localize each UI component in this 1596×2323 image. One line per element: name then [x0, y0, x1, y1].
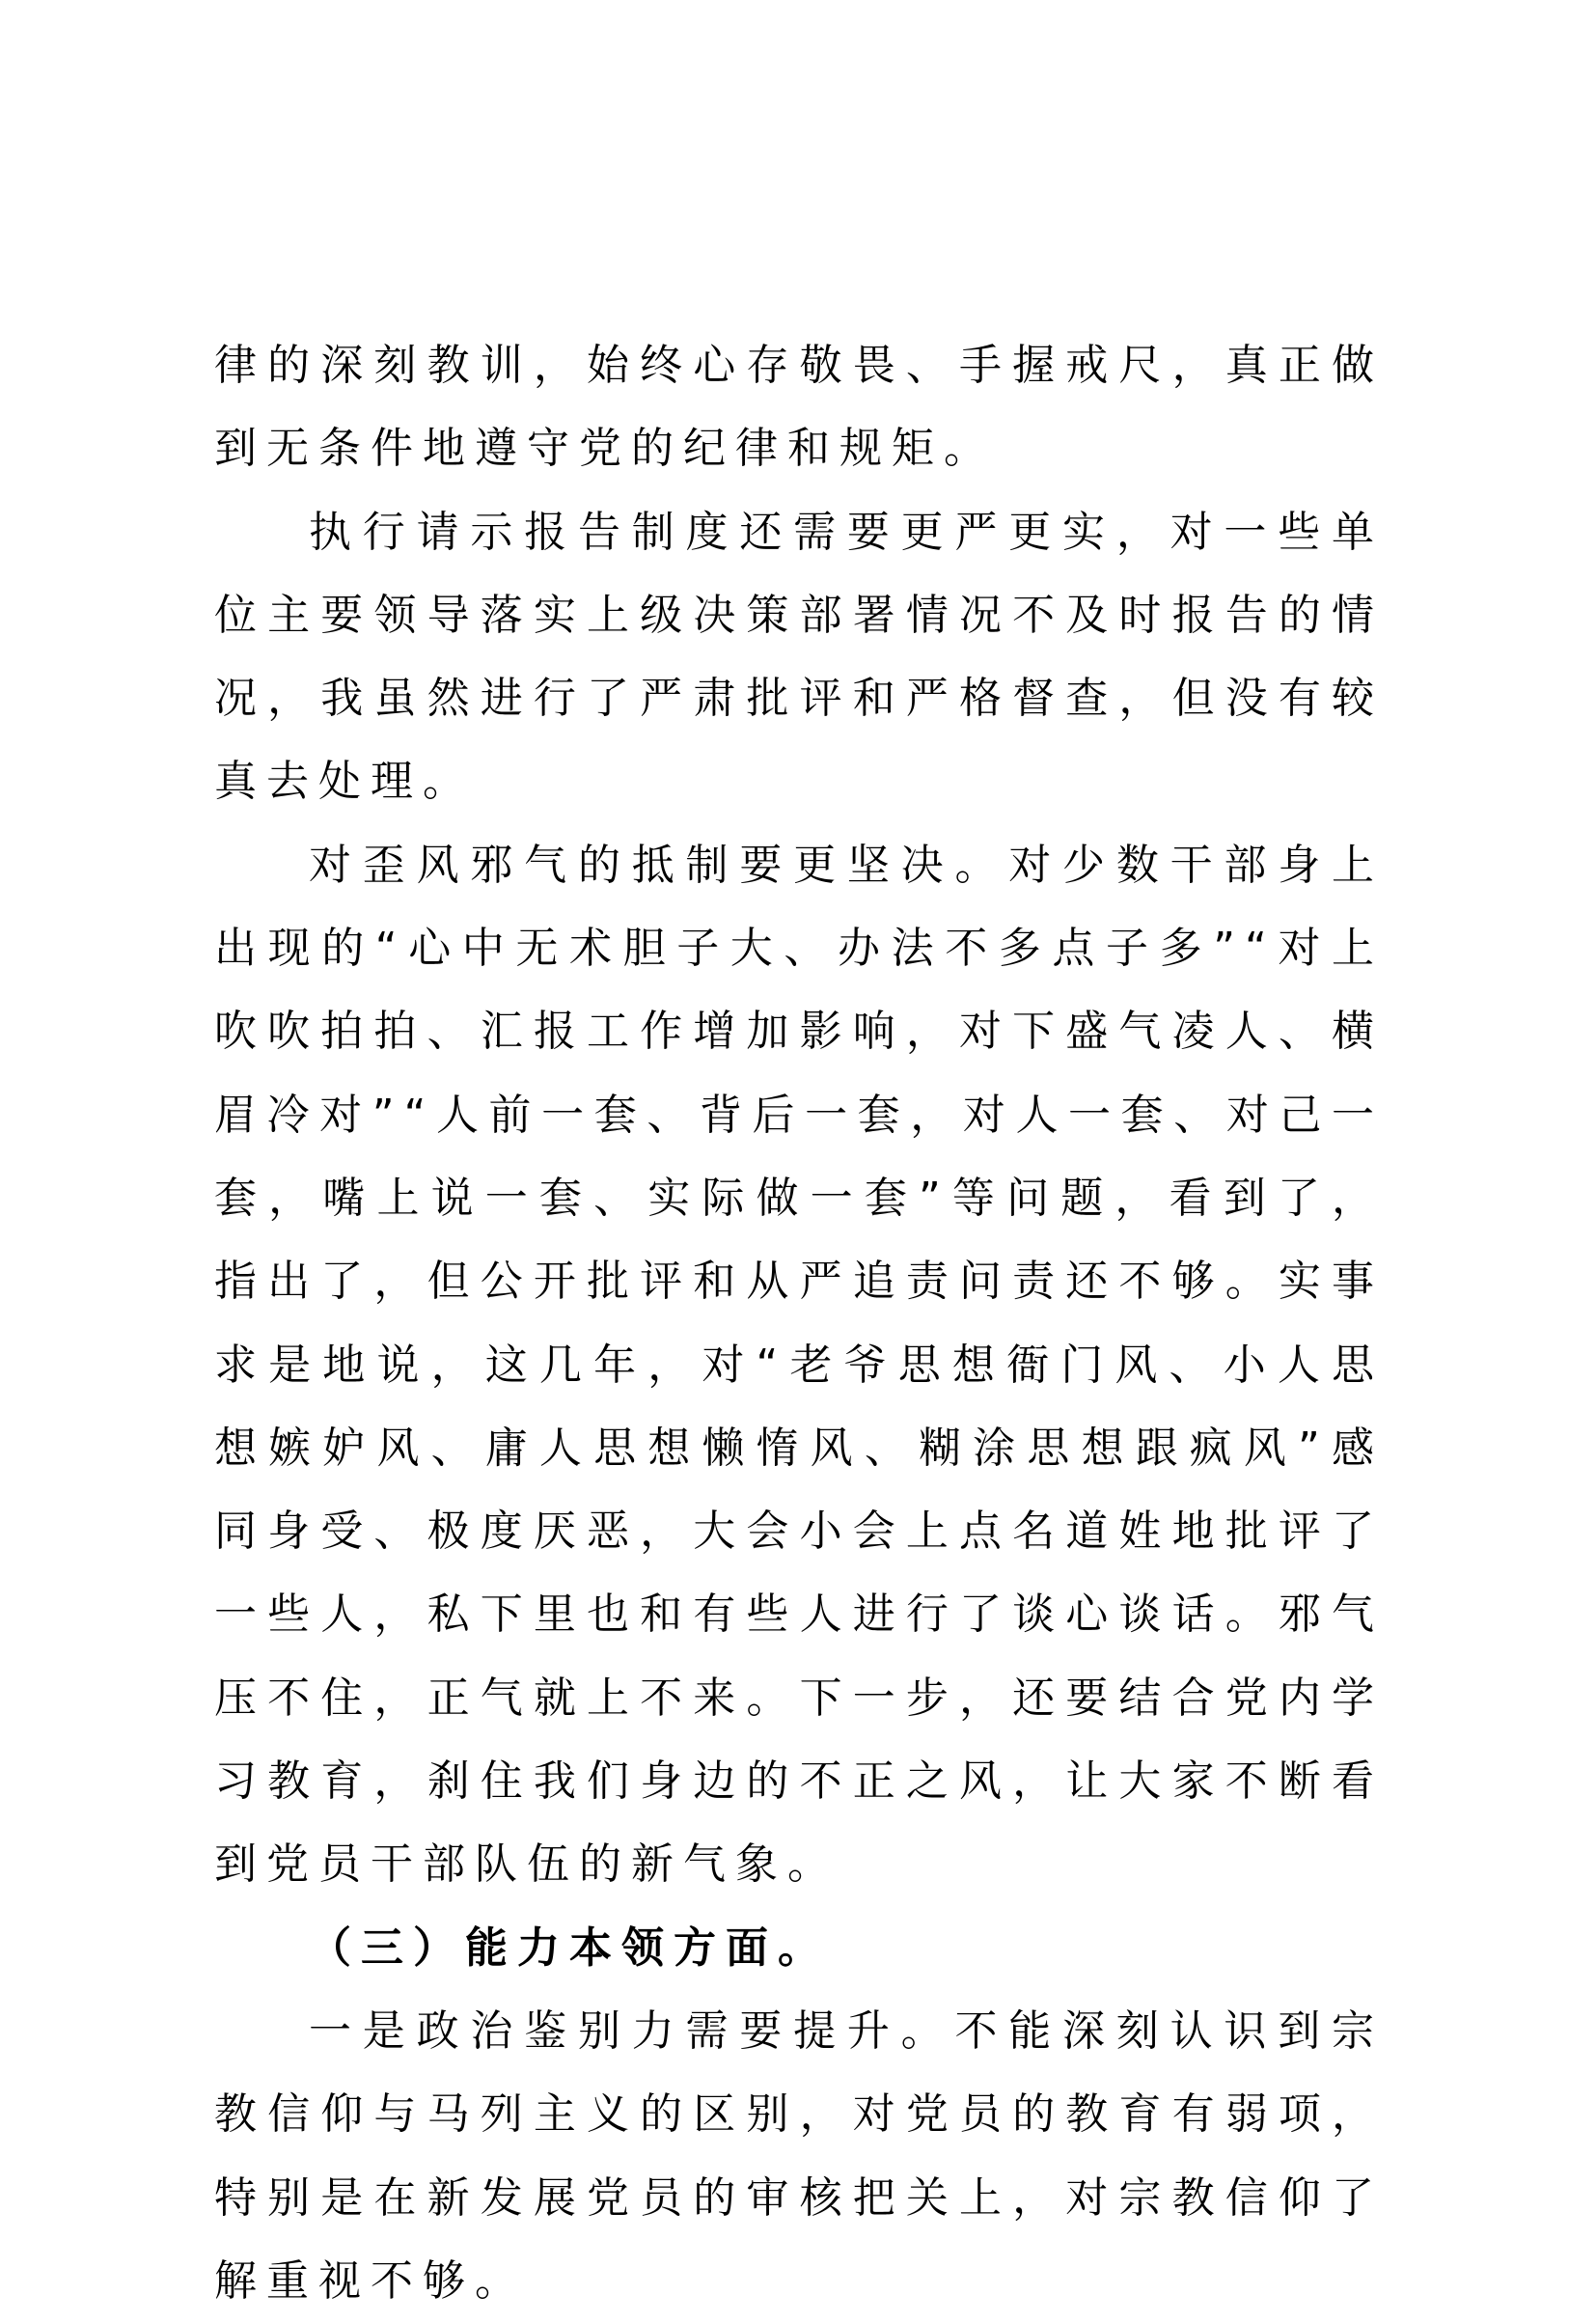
document-page	[214, 324, 1384, 2323]
paragraph-report-system: 执行请示报告制度还需要更严更实，对一些单位主要领导落实上级决策部署情况不及时报告的情况，我虽然进行了严肃批评和严格督查，但没有较真去处理。	[214, 507, 1384, 807]
paragraph-unhealthy-tendencies: 对歪风邪气的抵制要更坚决。对少数干部身上出现的“心中无术胆子大、办法不多点子多”“对上吹吹拍拍、汇报工作增加影响，对下盛气凌人、横眉冷对”“人前一套、背后一套，对人一套、对己一套，嘴上说一套、实际做一套”等问题，看到了，指出了，但公开批评和从严追责问责还不够。实事求是地说，这几年，对“老爷思想衙门风、小人思想嫉妒风、庸人思想懒惰风、糊涂思想跟疯风”感同身受、极度厌恶，大会小会上点名道姓地批评了一些人，私下里也和有些人进行了谈心谈话。邪气压不住，正气就上不来。下一步，还要结合党内学习教育，刹住我们身边的不正之风，让大家不断看到党员干部队伍的新气象。	[214, 840, 1384, 1890]
paragraph-political-discernment: 一是政治鉴别力需要提升。不能深刻认识到宗教信仰与马列主义的区别，对党员的教育有弱项，特别是在新发展党员的审核把关上，对宗教信仰了解重视不够。	[214, 2005, 1384, 2306]
paragraph-continuation: 律的深刻教训，始终心存敬畏、手握戒尺，真正做到无条件地遵守党的纪律和规矩。	[214, 341, 1384, 474]
section-heading-ability: （三）能力本领方面。	[309, 1922, 830, 1973]
